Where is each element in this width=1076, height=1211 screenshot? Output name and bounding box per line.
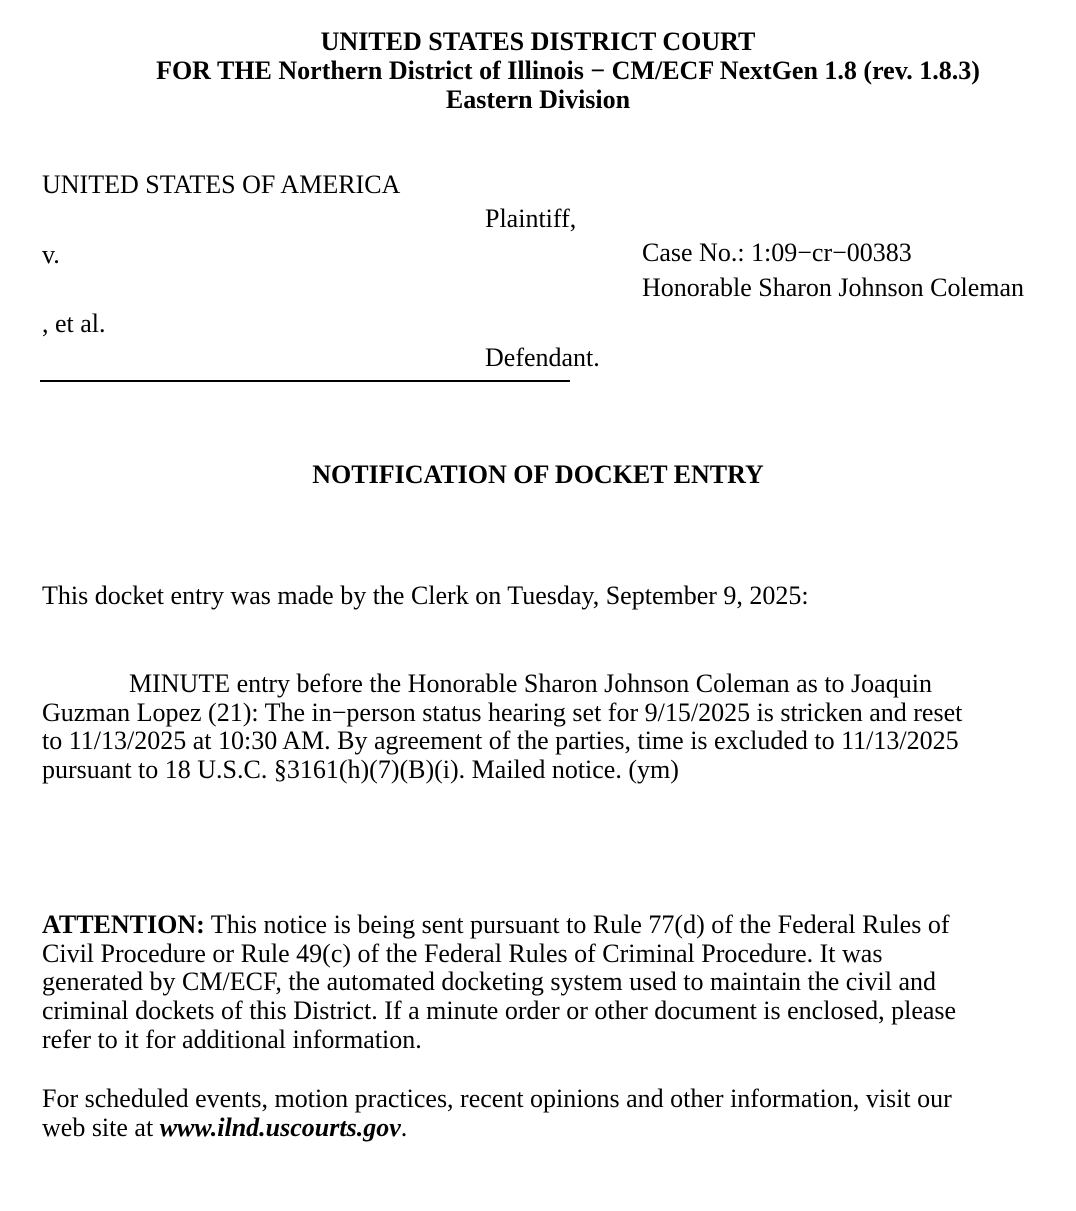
court-division: Eastern Division [445, 85, 631, 114]
website-line: For scheduled events, motion practices, recent opinions and other information, visit our [42, 1084, 952, 1113]
attention-label: ATTENTION: [42, 910, 205, 939]
plaintiff-role: Plaintiff, [485, 204, 577, 233]
docket-entry-intro: This docket entry was made by the Clerk on Tuesday, September 9, 2025: [42, 581, 809, 610]
judge-name: Honorable Sharon Johnson Coleman [642, 273, 1025, 302]
court-website-link[interactable]: www.ilnd.uscourts.gov [159, 1112, 401, 1142]
attention-text: This notice is being sent pursuant to Rule 77(d) of the Federal Rules of [204, 910, 950, 939]
defendant-role: Defendant. [485, 343, 600, 372]
minute-entry-line: MINUTE entry before the Honorable Sharon Johnson Coleman as to Joaquin [129, 669, 932, 698]
attention-line: Civil Procedure or Rule 49(c) of the Federal Rules of Criminal Procedure. It was [42, 938, 883, 968]
website-line [42, 1114, 1068, 1143]
minute-entry [42, 670, 1068, 785]
defendant-name: , et al. [42, 309, 106, 338]
website-prefix: web site at [42, 1112, 160, 1142]
court-title: UNITED STATES DISTRICT COURT [320, 27, 756, 56]
minute-entry-line: to 11/13/2025 at 10:30 AM. By agreement of the parties, time is excluded to 11/13/2025 [42, 726, 959, 756]
attention-line: refer to it for additional information. [42, 1024, 422, 1054]
minute-entry-line: pursuant to 18 U.S.C. §3161(h)(7)(B)(i). Mailed notice. (ym) [42, 755, 679, 785]
plaintiff-name: UNITED STATES OF AMERICA [42, 170, 401, 199]
caption-divider [40, 380, 570, 382]
attention-line: generated by CM/ECF, the automated docketing system used to maintain the civil and [42, 967, 937, 997]
attention-line: criminal dockets of this District. If a minute order or other document is enclosed, please [42, 996, 957, 1026]
attention-notice [42, 911, 1068, 1055]
notice-title: NOTIFICATION OF DOCKET ENTRY [312, 460, 764, 489]
website-suffix: . [400, 1112, 408, 1142]
court-district: FOR THE Northern District of Illinois − CM/ECF NextGen 1.8 (rev. 1.8.3) [156, 56, 980, 85]
website-notice [42, 1085, 1068, 1142]
attention-first-line [42, 911, 1068, 940]
versus-label: v. [42, 240, 60, 269]
case-number: Case No.: 1:09−cr−00383 [642, 238, 912, 267]
minute-entry-line: Guzman Lopez (21): The in−person status hearing set for 9/15/2025 is stricken and reset [42, 697, 963, 727]
